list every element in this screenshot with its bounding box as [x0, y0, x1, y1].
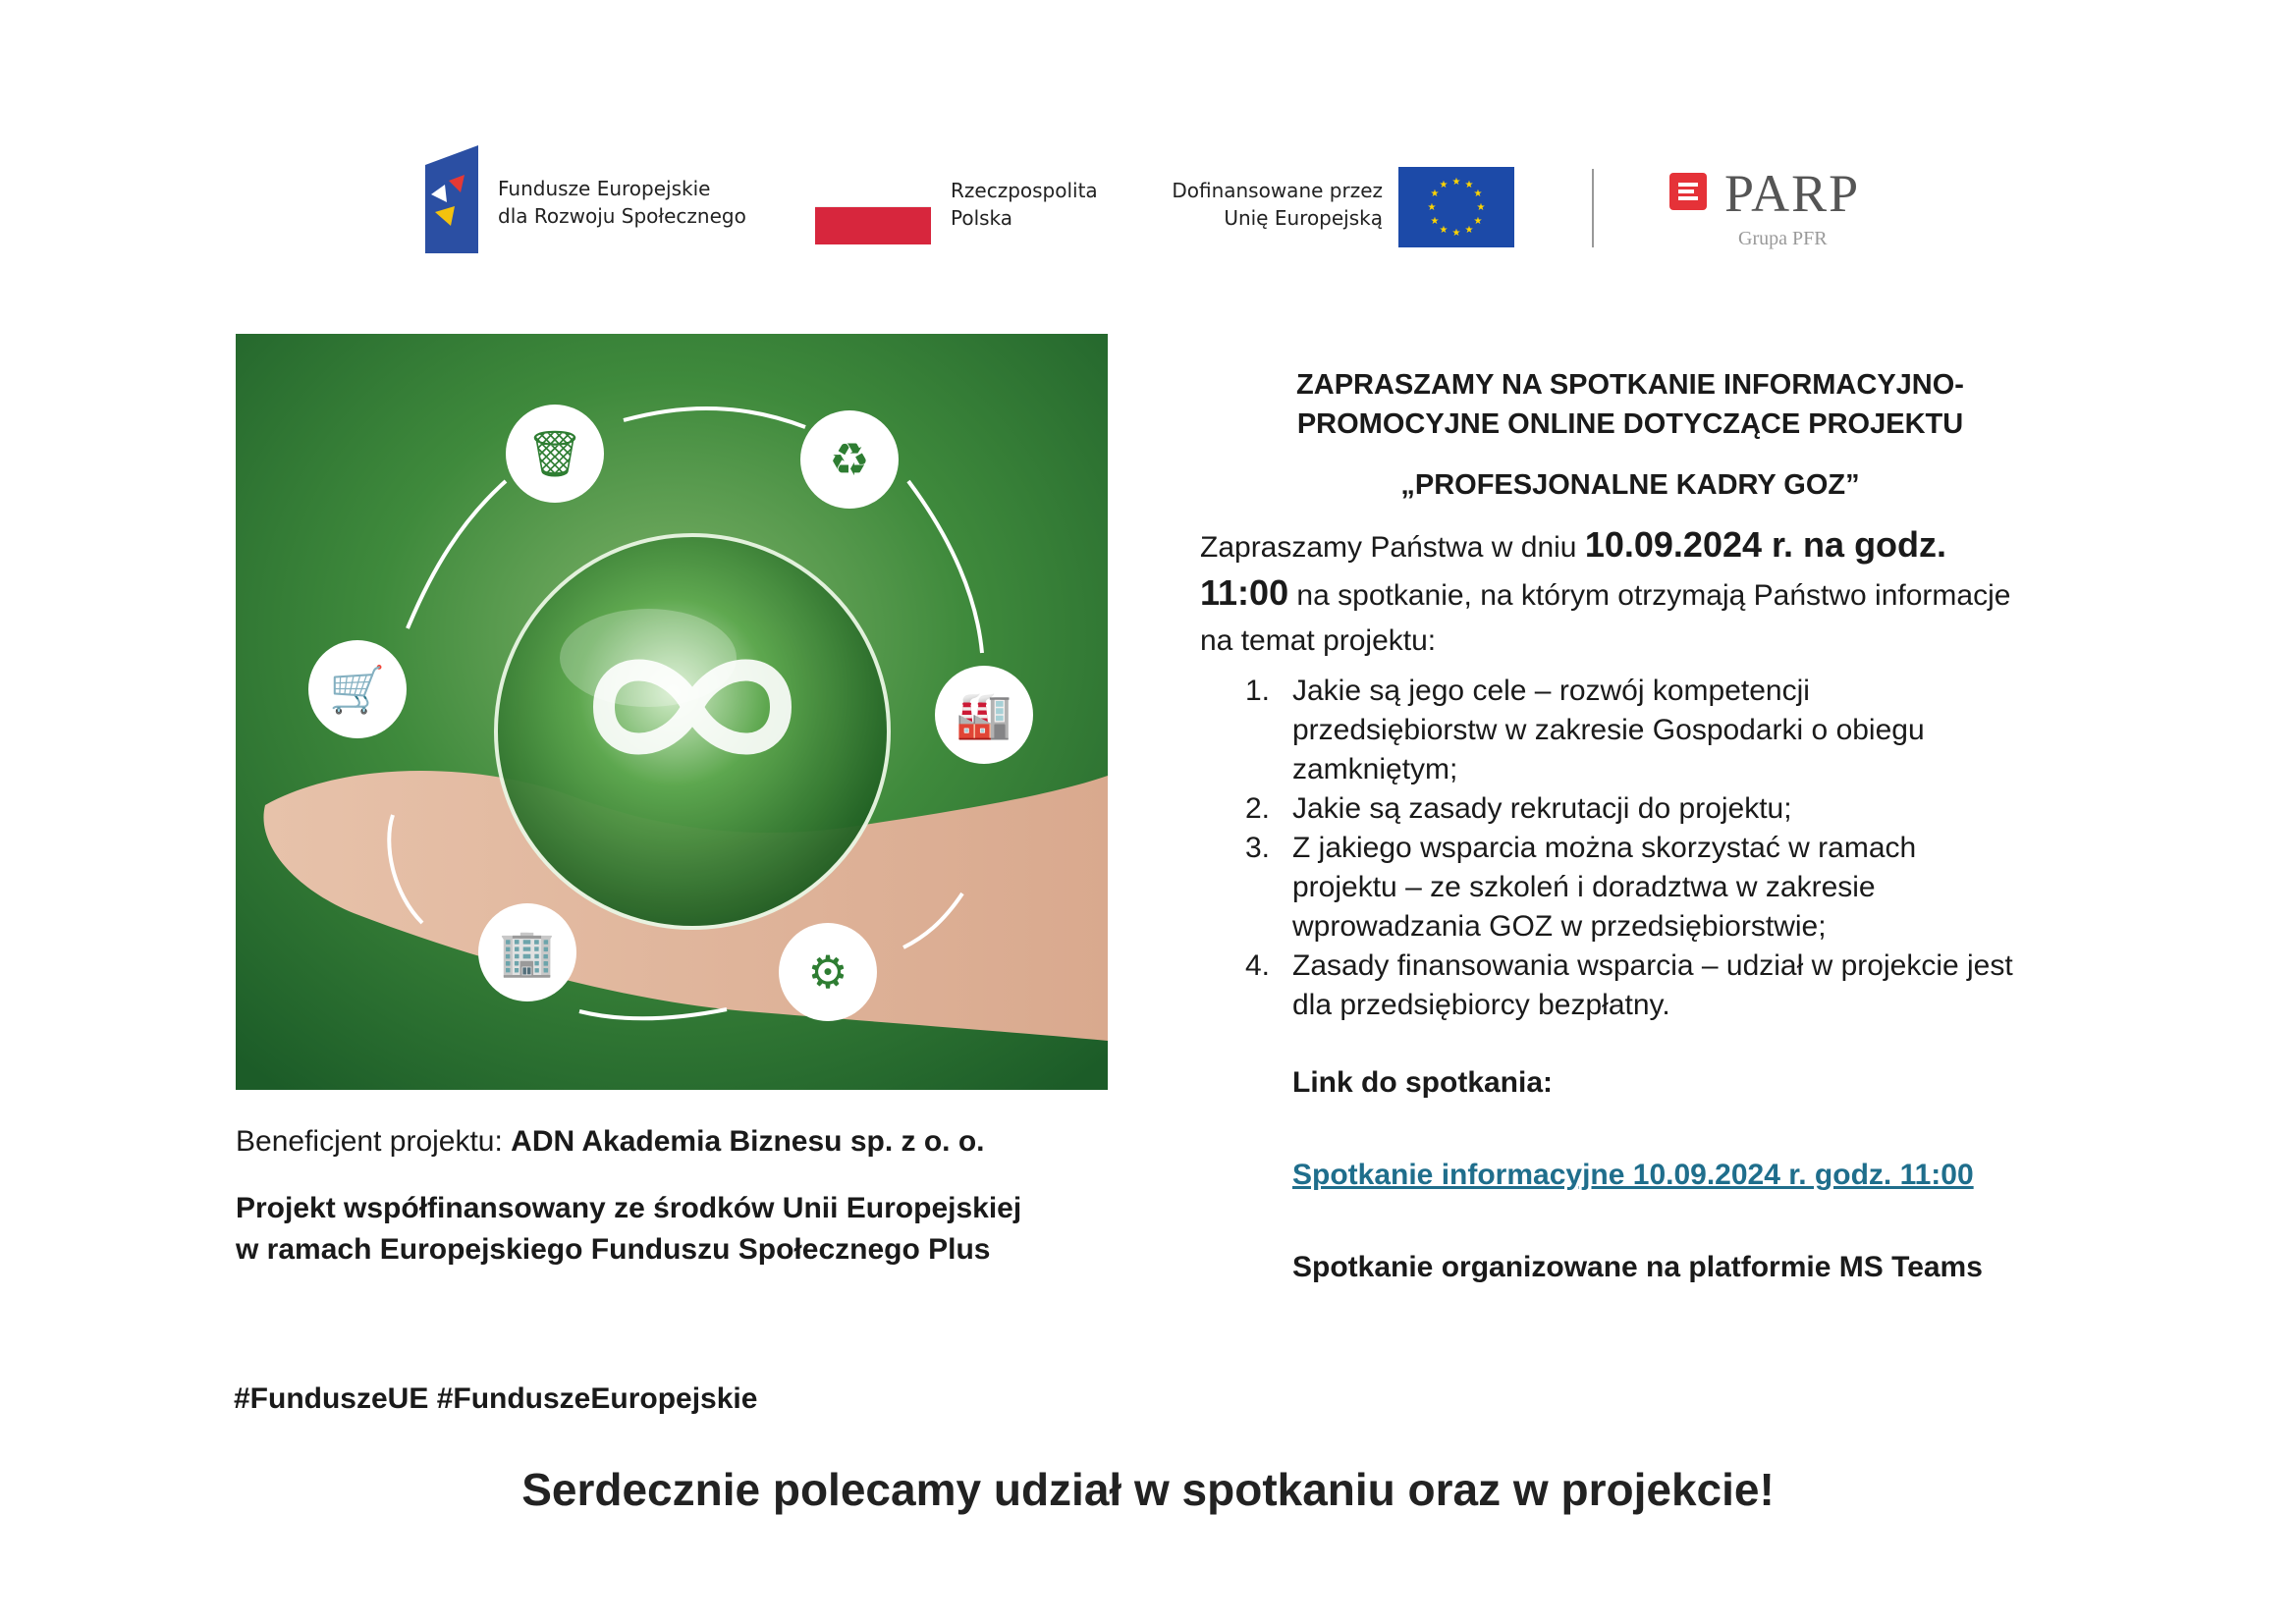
poland-flag: [815, 206, 931, 244]
poland-logo-text: Rzeczpospolita Polska: [951, 179, 1098, 230]
svg-text:★: ★: [1427, 202, 1437, 213]
svg-text:★: ★: [1464, 180, 1474, 190]
svg-text:★: ★: [1439, 225, 1449, 236]
circular-economy-image: [236, 334, 1108, 1090]
svg-text:★: ★: [1451, 228, 1461, 239]
svg-text:🏢: 🏢: [499, 926, 556, 979]
cofinancing-note: Projekt współfinansowany ze środków Unii Europejskiej w ramach Europejskiego Funduszu Społecznego Plus: [236, 1192, 1022, 1266]
hashtags: #FunduszeUE #FunduszeEuropejskie: [234, 1382, 758, 1415]
svg-text:★: ★: [1464, 225, 1474, 236]
svg-text:★: ★: [1451, 177, 1461, 188]
fe-logo-text: Fundusze Europejskie dla Rozwoju Społecznego: [498, 177, 746, 228]
list-item: 2. Jakie są zasady rekrutacji do projektu;: [1245, 792, 1792, 825]
list-item: 4. Zasady finansowania wsparcia – udział w projekcie jest dla przedsiębiorcy bezpłatny.: [1245, 949, 2013, 1021]
meeting-link[interactable]: Spotkanie informacyjne 10.09.2024 r. godz. 11:00: [1292, 1159, 1974, 1191]
beneficiary-line: Beneficjent projektu: ADN Akademia Biznesu sp. z o. o.: [236, 1125, 985, 1158]
svg-text:🛒: 🛒: [329, 663, 386, 716]
svg-text:🏭: 🏭: [956, 688, 1012, 741]
svg-text:⚙: ⚙: [807, 946, 848, 999]
list-item: 3. Z jakiego wsparcia można skorzystać w ramach projektu – ze szkoleń i doradztwa w zakresie wprowadzania GOZ w przedsiębiorstwie;: [1245, 832, 1917, 943]
closing-message: Serdecznie polecamy udział w spotkaniu oraz w projekcie!: [521, 1464, 1775, 1515]
parp-logo-subtitle: Grupa PFR: [1738, 228, 1828, 249]
svg-text:★: ★: [1473, 189, 1483, 199]
svg-text:★: ★: [1430, 216, 1440, 227]
svg-text:★: ★: [1473, 216, 1483, 227]
svg-text:🗑: 🗑: [525, 427, 584, 480]
invitation-intro: Zapraszamy Państwa w dniu 10.09.2024 r. na godz. 11:00 na spotkanie, na którym otrzymają Państwo informacje na temat projektu:: [1200, 524, 2011, 657]
logo-divider: [1592, 169, 1594, 247]
platform-note: Spotkanie organizowane na platformie MS Teams: [1292, 1251, 1983, 1283]
project-name: „PROFESJONALNE KADRY GOZ”: [1400, 469, 1860, 501]
svg-text:★: ★: [1476, 202, 1486, 213]
fe-logo-icon: [425, 145, 478, 253]
agenda-list: [1200, 672, 2104, 1025]
svg-text:★: ★: [1439, 180, 1449, 190]
svg-text:★: ★: [1430, 189, 1440, 199]
parp-logo-icon: [1669, 173, 1707, 210]
list-item: 1. Jakie są jego cele – rozwój kompetencji przedsiębiorstw w zakresie Gospodarki o obiegu zamkniętym;: [1245, 675, 1925, 785]
parp-logo-name: PARP: [1724, 164, 1861, 223]
eu-logo-text: Dofinansowane przez Unię Europejską: [1172, 179, 1383, 230]
meeting-link-label: Link do spotkania:: [1292, 1066, 1554, 1099]
svg-text:♻: ♻: [829, 433, 870, 486]
invitation-heading: ZAPRASZAMY NA SPOTKANIE INFORMACYJNO- PROMOCYJNE ONLINE DOTYCZĄCE PROJEKTU: [1296, 369, 1964, 440]
eu-flag-icon: [1398, 167, 1514, 247]
